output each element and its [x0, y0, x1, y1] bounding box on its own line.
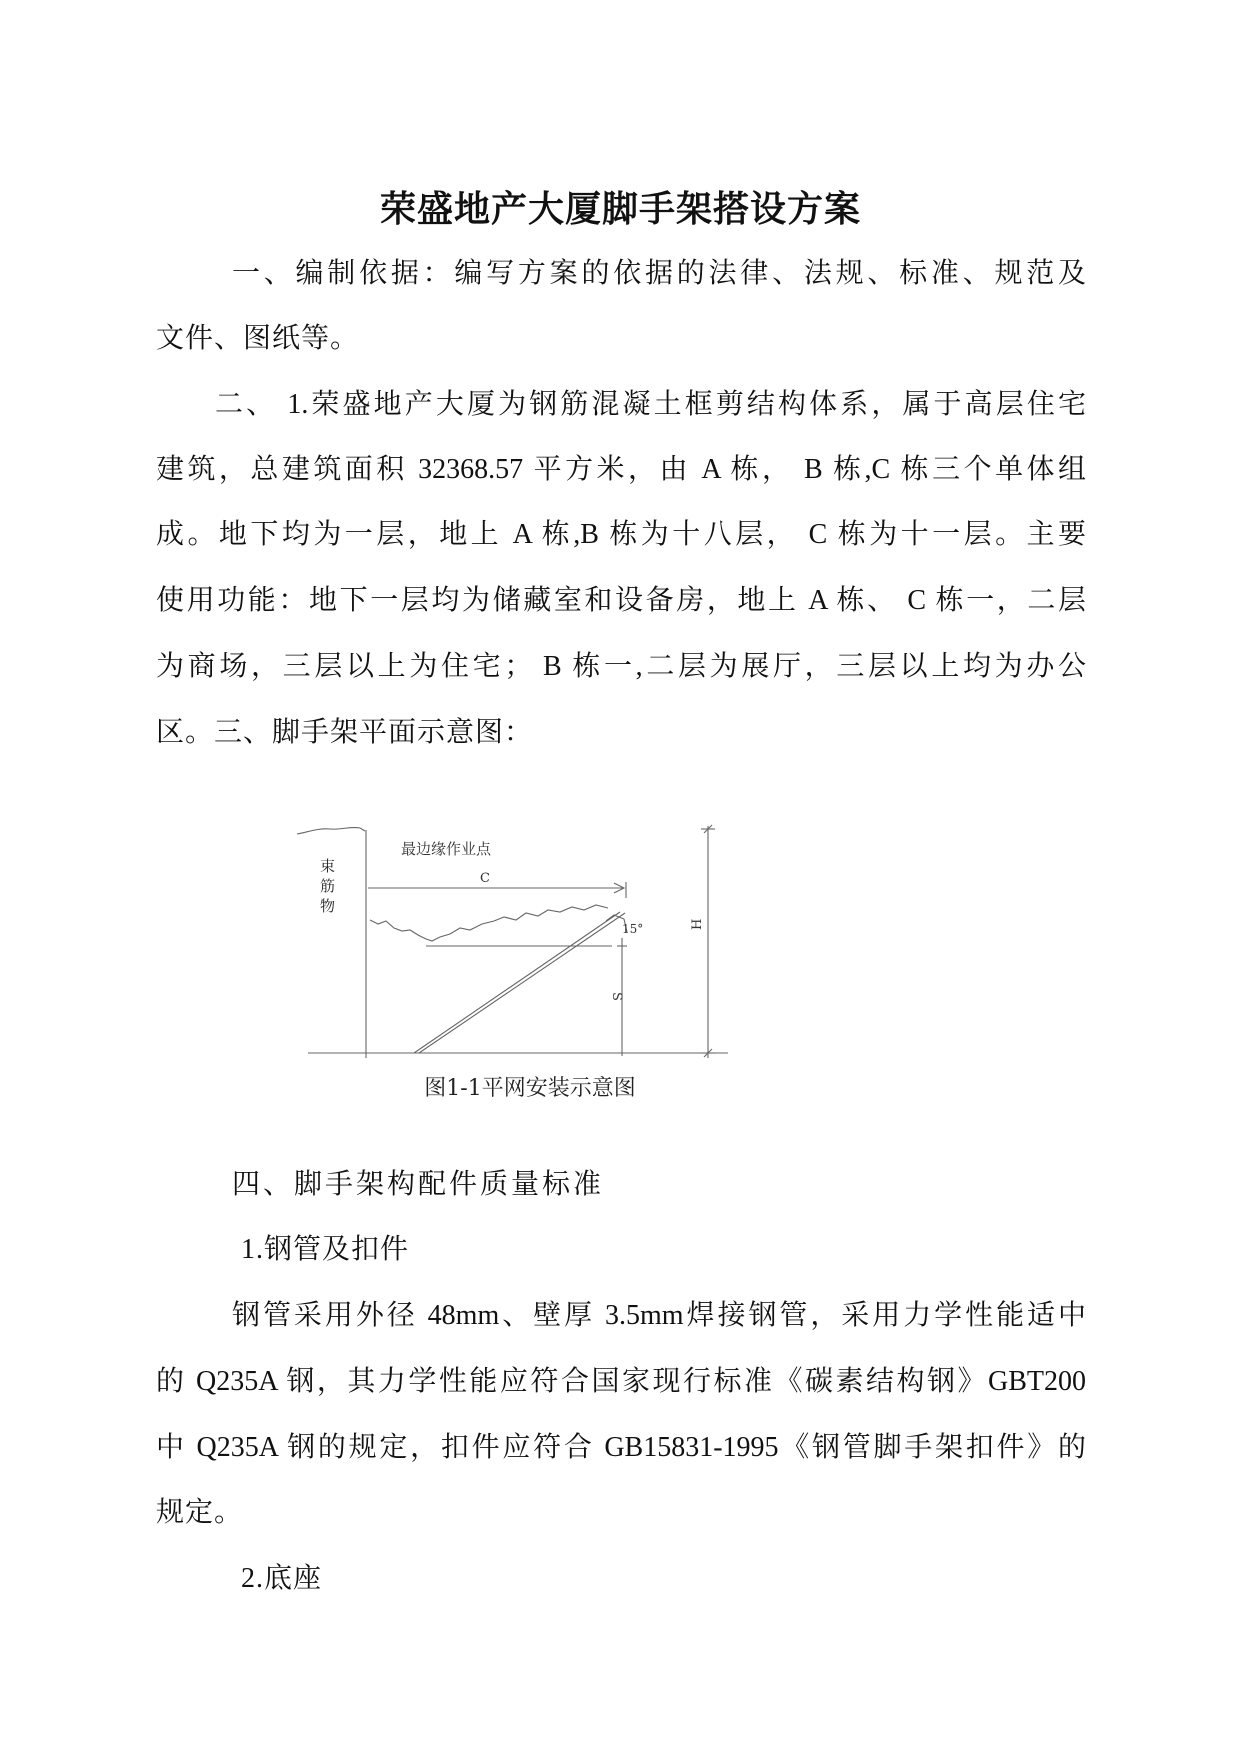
section2-line-5: 为商场，三层以上为住宅； B 栋一,二层为展厅，三层以上均为办公: [156, 651, 1086, 682]
width-dimension-label: C: [480, 871, 490, 886]
spacing-dimension-label: S: [609, 992, 624, 1001]
section1-line-2: 文件、图纸等。: [156, 323, 360, 354]
document-title: 荣盛地产大厦脚手架搭设方案: [379, 189, 861, 229]
item1-title: 1.钢管及扣件: [241, 1234, 410, 1265]
section2-line-1: 二、 1.荣盛地产大厦为钢筋混凝土框剪结构体系，属于高层住宅: [215, 389, 1086, 420]
floor-edge-outline: [370, 905, 608, 941]
edge-work-point-label: 最边缘作业点: [401, 840, 492, 858]
section2-line-6: 区。三、脚手架平面示意图：: [156, 717, 534, 748]
figure-caption: 图1-1平网安装示意图: [424, 1076, 636, 1101]
height-dimension-label: H: [690, 918, 705, 930]
item1-line-1: 钢管采用外径 48mm、壁厚 3.5mm焊接钢管，采用力学性能适中: [232, 1300, 1086, 1331]
side-structure-label: 束筋物: [318, 858, 336, 918]
section4-heading: 四、脚手架构配件质量标准: [232, 1169, 605, 1200]
item2-title: 2.底座: [241, 1563, 323, 1594]
section2-line-4: 使用功能：地下一层均为储藏室和设备房，地上 A 栋、 C 栋一，二层: [156, 585, 1086, 616]
section2-line-3: 成。地下均为一层，地上 A 栋,B 栋为十八层， C 栋为十一层。主要: [156, 519, 1086, 550]
safety-net-installation-diagram: [290, 820, 740, 1070]
section2-line-2: 建筑，总建筑面积 32368.57 平方米，由 A 栋， B 栋,C 栋三个单体组: [156, 454, 1086, 485]
item1-line-3: 中 Q235A 钢的规定，扣件应符合 GB15831-1995《钢管脚手架扣件》的: [156, 1432, 1086, 1463]
building-top-edge: [297, 827, 365, 834]
support-pole-line-1: [414, 912, 620, 1053]
item1-line-2: 的 Q235A 钢，其力学性能应符合国家现行标准《碳素结构钢》GBT200: [156, 1366, 1086, 1397]
item1-line-4: 规定。: [156, 1497, 244, 1528]
angle-label: 15°: [622, 922, 644, 936]
section1-line-1: 一、编制依据：编写方案的依据的法律、法规、标准、规范及: [232, 258, 1086, 289]
